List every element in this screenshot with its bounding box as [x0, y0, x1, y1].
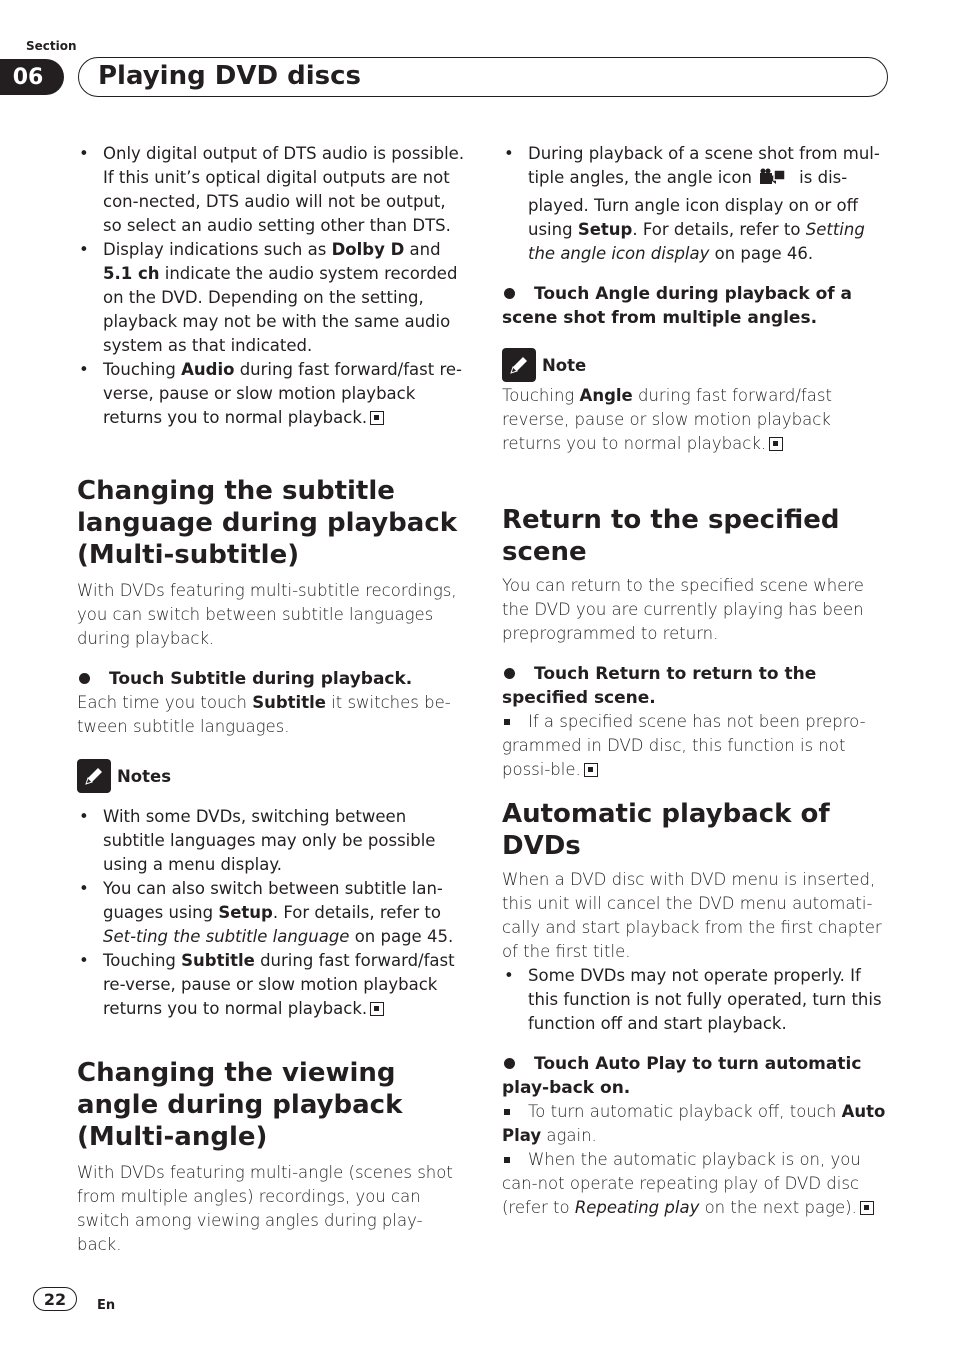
list-item: • Some DVDs may not operate properly. If this function is not fully operated, turn this function off and start playback.	[502, 964, 890, 1036]
end-mark-icon	[769, 437, 783, 451]
step-bullet-icon	[504, 1058, 515, 1069]
note-block	[502, 348, 890, 456]
notes-header: Notes	[77, 759, 465, 793]
end-mark-icon	[370, 1002, 384, 1016]
notes-block	[77, 759, 465, 1021]
paragraph: You can return to the specified scene where the DVD you are currently playing has been preprogrammed to return.	[502, 576, 864, 643]
paragraph: With DVDs featuring multi-subtitle recordings, you can switch between subtitle languages during playback.	[77, 581, 457, 648]
end-mark-icon	[584, 763, 598, 777]
angle-section	[77, 1057, 465, 1257]
step-bullet-icon	[79, 673, 90, 684]
section-heading: Changing the subtitle language during playback (Multi-subtitle)	[77, 476, 458, 570]
sub-note: When the automatic playback is on, you can-not operate repeating play of DVD disc (refer to Repeating play on the next page).	[502, 1148, 890, 1220]
step-instruction: Touch Angle during playback of a scene shot from multiple angles.	[502, 284, 853, 328]
square-bullet-icon	[504, 1157, 510, 1163]
section-heading: Automatic playback of DVDs	[502, 799, 830, 861]
square-bullet-icon	[504, 1109, 510, 1115]
paragraph: Each time you touch Subtitle it switches be-tween subtitle languages.	[77, 693, 451, 736]
section-title: Playing DVD discs	[98, 61, 361, 91]
return-section	[502, 504, 890, 782]
language-label: En	[97, 1298, 116, 1313]
end-mark-icon	[860, 1201, 874, 1215]
note-header: Note	[502, 348, 890, 382]
list-item: • Display indications such as Dolby D and 5.1 ch indicate the audio system recorded on the DVD. Depending on the setting, playback may not be with the same audio system as that indicated.	[77, 238, 465, 358]
step-instruction: Touch Auto Play to turn automatic play-back on.	[502, 1054, 862, 1098]
step-instruction: Touch Return to return to the specified scene.	[502, 664, 817, 708]
step-instruction: Touch Subtitle during playback.	[77, 667, 465, 691]
section-heading: Changing the viewing angle during playback (Multi-angle)	[77, 1058, 403, 1152]
paragraph: Touching Angle during fast forward/fast reverse, pause or slow motion playback returns you to normal playback.	[502, 386, 832, 453]
page-number: 22	[33, 1287, 77, 1311]
square-bullet-icon	[504, 719, 510, 725]
pencil-note-icon	[77, 759, 111, 793]
list-item: • During playback of a scene shot from mul-tiple angles, the angle icon is dis-played. Turn angle icon display on or off using Setup. For details, refer to Setting the angle icon display on page 46.	[502, 142, 890, 266]
sub-note: To turn automatic playback off, touch Auto Play again.	[502, 1102, 886, 1145]
section-heading: Return to the specified scene	[502, 505, 840, 567]
paragraph: When a DVD disc with DVD menu is inserted, this unit will cancel the DVD menu automati-cally and start playback from the first chapter of the first title.	[502, 870, 882, 961]
paragraph: With DVDs featuring multi-angle (scenes shot from multiple angles) recordings, you can switch among viewing angles during play-back.	[77, 1163, 453, 1254]
sub-note: If a specified scene has not been prepro-grammed in DVD disc, this function is not possi-ble.	[502, 712, 866, 779]
step-bullet-icon	[504, 668, 515, 679]
note-item: • Touching Subtitle during fast forward/fast re-verse, pause or slow motion playback returns you to normal playback.	[77, 949, 465, 1021]
subtitle-section	[77, 475, 465, 739]
section-label: Section	[26, 39, 77, 53]
auto-section	[502, 798, 890, 1220]
camera-angle-icon	[758, 167, 788, 194]
section-number: 06	[0, 59, 64, 95]
list-item: • Only digital output of DTS audio is possible. If this unit’s optical digital outputs are not con-nected, DTS audio will not be output, so select an audio setting other than DTS.	[77, 142, 465, 238]
step-bullet-icon	[504, 288, 515, 299]
right-column	[502, 142, 890, 330]
left-column	[77, 142, 465, 430]
end-mark-icon	[370, 411, 384, 425]
list-item: • Touching Audio during fast forward/fast re-verse, pause or slow motion playback returns you to normal playback.	[77, 358, 465, 430]
pencil-note-icon	[502, 348, 536, 382]
note-item: • You can also switch between subtitle lan-guages using Setup. For details, refer to Set-ting the subtitle language on page 45.	[77, 877, 465, 949]
note-item: • With some DVDs, switching between subtitle languages may only be possible using a menu display.	[77, 805, 465, 877]
